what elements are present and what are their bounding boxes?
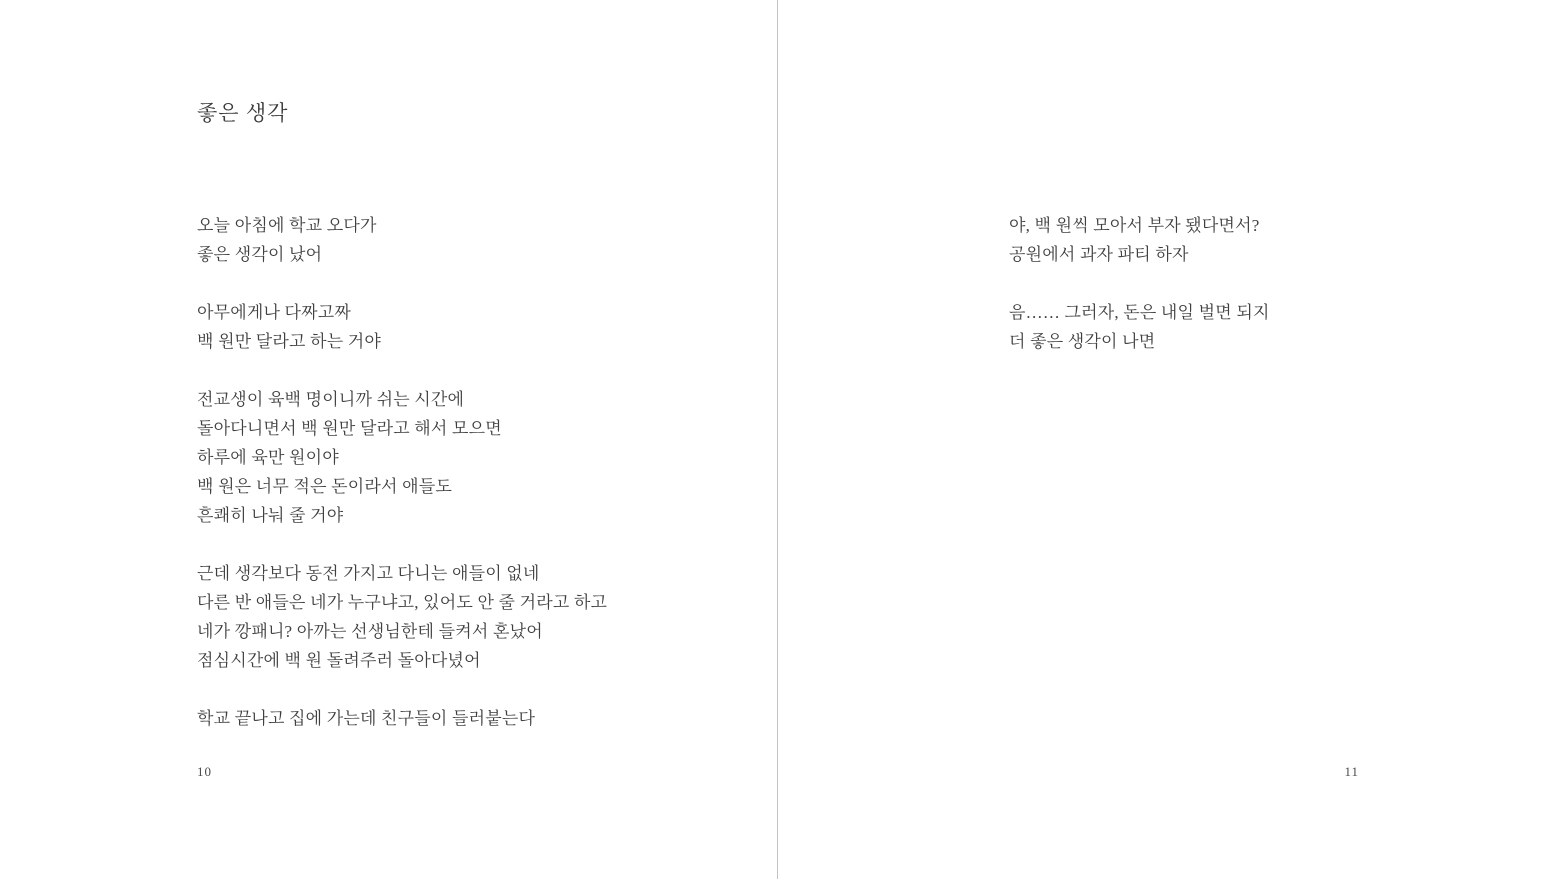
page-number-right: 11 [1344,764,1359,779]
poem-line: 전교생이 육백 명이니까 쉬는 시간에 [197,390,465,409]
poem-line: 더 좋은 생각이 나면 [1009,332,1156,351]
poem-line: 음…… 그러자, 돈은 내일 벌면 되지 [1009,303,1270,322]
poem-line: 학교 끝나고 집에 가는데 친구들이 들러붙는다 [197,709,536,728]
poem-line: 다른 반 애들은 네가 누구냐고, 있어도 안 줄 거라고 하고 [197,593,608,612]
poem-line: 백 원은 너무 적은 돈이라서 애들도 [197,477,452,496]
stanza [197,211,607,269]
poem-line: 네가 깡패니? 아까는 선생님한테 들켜서 혼났어 [197,622,543,641]
stanza [1009,298,1270,356]
page-right [778,0,1556,879]
page-number-left: 10 [197,764,212,779]
poem-line: 돌아다니면서 백 원만 달라고 해서 모으면 [197,419,502,438]
poem-line: 근데 생각보다 동전 가지고 다니는 애들이 없네 [197,564,540,583]
stanza [197,298,607,356]
poem-line: 흔쾌히 나눠 줄 거야 [197,506,344,525]
stanza [1009,211,1270,269]
poem-title: 좋은 생각 [197,101,289,125]
poem-line: 좋은 생각이 났어 [197,245,323,264]
poem-line: 야, 백 원씩 모아서 부자 됐다면서? [1009,216,1260,235]
poem-body-left [197,211,607,762]
poem-line: 점심시간에 백 원 돌려주러 돌아다녔어 [197,651,481,670]
poem-line: 백 원만 달라고 하는 거야 [197,332,382,351]
poem-line: 아무에게나 다짜고짜 [197,303,352,322]
page-left [0,0,777,879]
poem-body-right [1009,211,1270,385]
stanza [197,704,607,733]
poem-line: 하루에 육만 원이야 [197,448,339,467]
stanza [197,385,607,530]
poem-line: 오늘 아침에 학교 오다가 [197,216,377,235]
poem-line: 공원에서 과자 파티 하자 [1009,245,1189,264]
stanza [197,559,607,675]
